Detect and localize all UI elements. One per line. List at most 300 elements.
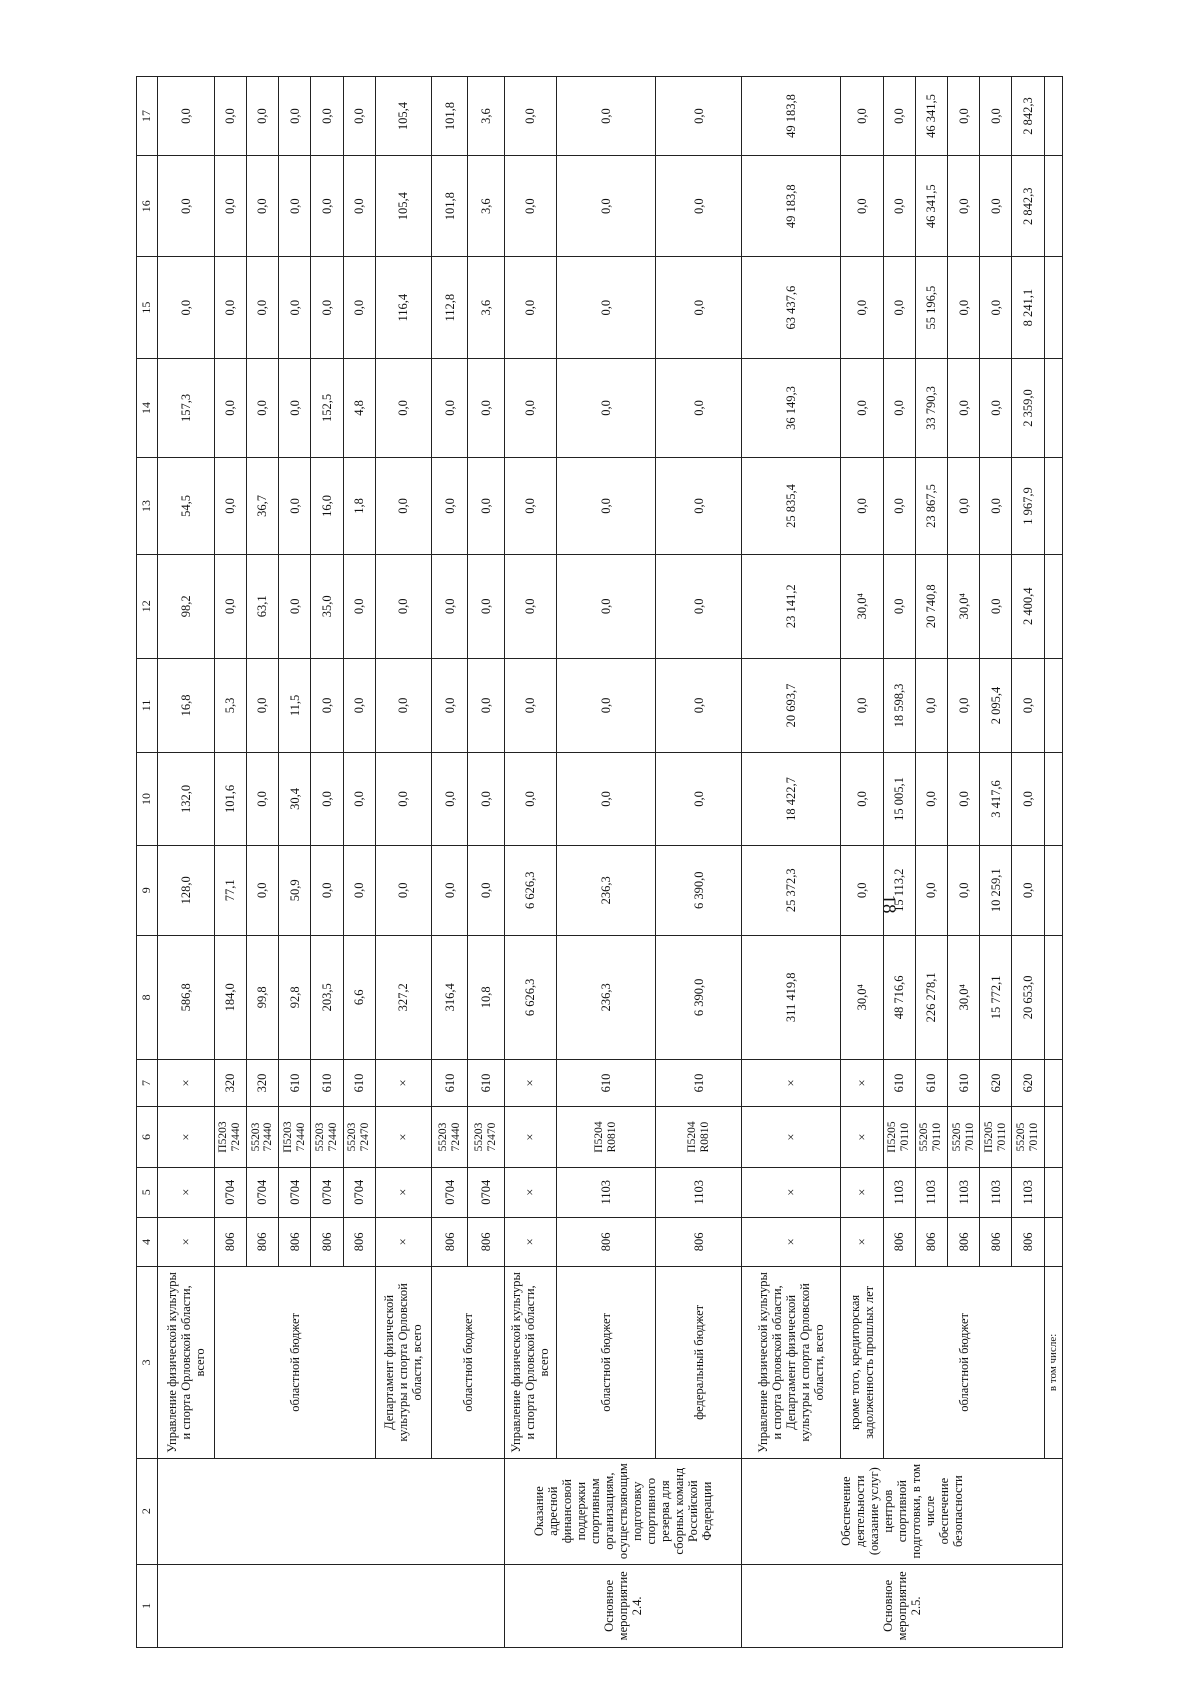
measure-name-cell: Обеспечение деятельности (оказание услуг) центров спортивной подготовки, в том числе обеспечение безопасности: [742, 1458, 1063, 1564]
data-cell: 203,5: [311, 935, 343, 1059]
data-cell: 101,6: [214, 753, 246, 845]
data-cell: 806: [311, 1217, 343, 1267]
data-cell: 101,8: [432, 77, 468, 156]
data-cell: [1044, 1167, 1062, 1217]
data-cell: 49 183,8: [742, 156, 841, 257]
table-row: [841, 77, 883, 1648]
data-cell: 586,8: [158, 935, 214, 1059]
data-cell: 0,0: [980, 156, 1012, 257]
data-cell: 0704: [246, 1167, 278, 1217]
data-cell: 0,0: [214, 77, 246, 156]
colnum-cell: 7: [137, 1059, 158, 1106]
data-cell: 0,0: [432, 554, 468, 658]
data-cell: 0,0: [947, 845, 979, 935]
data-cell: 18 422,7: [742, 753, 841, 845]
data-cell: 15 005,1: [883, 753, 915, 845]
data-cell: 10,8: [468, 935, 504, 1059]
data-cell: 0,0: [557, 658, 656, 753]
data-cell: 0,0: [343, 257, 375, 358]
data-cell: 0,0: [504, 156, 556, 257]
data-cell: 320: [246, 1059, 278, 1106]
data-cell: 55 196,5: [915, 257, 947, 358]
data-cell: 0,0: [841, 458, 883, 555]
colnum-cell: 14: [137, 358, 158, 457]
data-cell: 99,8: [246, 935, 278, 1059]
data-cell: 0,0: [246, 753, 278, 845]
data-cell: 0,0: [375, 358, 431, 457]
source-cell: областной бюджет: [432, 1267, 505, 1459]
data-cell: 806: [1012, 1217, 1044, 1267]
data-cell: 0,0: [883, 554, 915, 658]
data-cell: 0,0: [947, 257, 979, 358]
group-cell-empty: [158, 1564, 505, 1647]
data-cell: [1044, 156, 1062, 257]
data-cell: 98,2: [158, 554, 214, 658]
data-cell: 49 183,8: [742, 77, 841, 156]
data-cell: 0,0: [214, 156, 246, 257]
data-cell: 55203 72440: [311, 1107, 343, 1168]
data-cell: 48 716,6: [883, 935, 915, 1059]
data-cell: 6,6: [343, 935, 375, 1059]
data-cell: 0,0: [655, 658, 742, 753]
data-cell: 6 626,3: [504, 935, 556, 1059]
data-cell: ×: [158, 1107, 214, 1168]
data-cell: 0,0: [655, 358, 742, 457]
data-cell: 0,0: [980, 77, 1012, 156]
data-cell: П5205 70110: [980, 1107, 1012, 1168]
data-cell: 30,0⁴: [841, 554, 883, 658]
data-cell: 3,6: [468, 257, 504, 358]
data-cell: 0,0: [841, 156, 883, 257]
data-cell: 0704: [468, 1167, 504, 1217]
data-cell: 0,0: [557, 257, 656, 358]
data-cell: 105,4: [375, 77, 431, 156]
data-cell: 806: [655, 1217, 742, 1267]
source-cell: в том числе:: [1044, 1267, 1062, 1459]
data-cell: 101,8: [432, 156, 468, 257]
measure-number-cell: Основное мероприятие 2.5.: [742, 1564, 1063, 1647]
data-cell: 0,0: [947, 658, 979, 753]
data-cell: 25 372,3: [742, 845, 841, 935]
source-cell: федеральный бюджет: [655, 1267, 742, 1459]
data-cell: ×: [742, 1107, 841, 1168]
data-cell: 55203 72470: [343, 1107, 375, 1168]
data-cell: 0,0: [504, 658, 556, 753]
data-cell: ×: [504, 1217, 556, 1267]
data-cell: 0,0: [246, 658, 278, 753]
data-cell: 63,1: [246, 554, 278, 658]
data-cell: 620: [1012, 1059, 1044, 1106]
data-cell: 30,0⁴: [841, 935, 883, 1059]
colnum-cell: 3: [137, 1267, 158, 1459]
data-cell: 36 149,3: [742, 358, 841, 457]
table-row: [1044, 77, 1062, 1648]
data-cell: [1044, 257, 1062, 358]
data-cell: 610: [655, 1059, 742, 1106]
data-cell: 3,6: [468, 77, 504, 156]
data-cell: 116,4: [375, 257, 431, 358]
source-cell: Управление физической культуры и спорта Орловской области, Департамент физической культуры и спорта Орловской области, всего: [742, 1267, 841, 1459]
data-cell: 152,5: [311, 358, 343, 457]
data-cell: 3,6: [468, 156, 504, 257]
data-cell: 311 419,8: [742, 935, 841, 1059]
data-cell: 0,0: [841, 257, 883, 358]
data-cell: 0,0: [375, 845, 431, 935]
data-cell: [1044, 1059, 1062, 1106]
data-cell: 0,0: [158, 77, 214, 156]
data-cell: 0,0: [841, 845, 883, 935]
data-cell: 1103: [655, 1167, 742, 1217]
data-cell: 0,0: [557, 753, 656, 845]
source-cell: кроме того, кредиторская задолженность прошлых лет: [841, 1267, 883, 1459]
data-cell: ×: [742, 1217, 841, 1267]
data-cell: П5204 R0810: [655, 1107, 742, 1168]
data-cell: 55203 72470: [468, 1107, 504, 1168]
data-cell: 30,0⁴: [947, 935, 979, 1059]
data-cell: 0,0: [311, 156, 343, 257]
data-cell: 0,0: [432, 658, 468, 753]
data-cell: 2 400,4: [1012, 554, 1044, 658]
data-cell: 226 278,1: [915, 935, 947, 1059]
data-cell: 0,0: [504, 753, 556, 845]
data-cell: 0,0: [1012, 753, 1044, 845]
data-cell: 0,0: [504, 257, 556, 358]
data-cell: 610: [279, 1059, 311, 1106]
data-cell: [1044, 458, 1062, 555]
data-cell: [1044, 358, 1062, 457]
data-cell: 0704: [343, 1167, 375, 1217]
data-cell: 0,0: [246, 358, 278, 457]
data-cell: 8 241,1: [1012, 257, 1044, 358]
data-cell: 0,0: [883, 77, 915, 156]
data-cell: 50,9: [279, 845, 311, 935]
data-cell: 806: [432, 1217, 468, 1267]
source-cell: областной бюджет: [883, 1267, 1044, 1459]
colnum-cell: 6: [137, 1107, 158, 1168]
data-cell: 0,0: [883, 458, 915, 555]
data-cell: 18 598,3: [883, 658, 915, 753]
rotated-table-container: [136, 76, 1063, 1648]
data-cell: ×: [742, 1059, 841, 1106]
data-cell: ×: [504, 1167, 556, 1217]
data-cell: 0,0: [279, 458, 311, 555]
data-cell: 0,0: [311, 753, 343, 845]
data-cell: 54,5: [158, 458, 214, 555]
data-cell: 55205 70110: [947, 1107, 979, 1168]
table-row: [214, 77, 246, 1648]
data-cell: 0,0: [557, 77, 656, 156]
data-cell: 0,0: [655, 77, 742, 156]
colnum-cell: 5: [137, 1167, 158, 1217]
data-cell: 0,0: [375, 458, 431, 555]
data-cell: 46 341,5: [915, 156, 947, 257]
table-row: [158, 77, 214, 1648]
colnum-cell: 9: [137, 845, 158, 935]
data-cell: 0,0: [468, 753, 504, 845]
table-row: [742, 77, 841, 1648]
data-cell: 0,0: [557, 358, 656, 457]
data-cell: 23 867,5: [915, 458, 947, 555]
colnum-cell: 8: [137, 935, 158, 1059]
data-cell: ×: [158, 1217, 214, 1267]
data-cell: 610: [343, 1059, 375, 1106]
data-cell: 0,0: [947, 358, 979, 457]
data-cell: 806: [279, 1217, 311, 1267]
data-cell: 1,8: [343, 458, 375, 555]
data-cell: 112,8: [432, 257, 468, 358]
data-cell: 327,2: [375, 935, 431, 1059]
data-cell: 55203 72440: [432, 1107, 468, 1168]
colnum-cell: 17: [137, 77, 158, 156]
data-cell: [1044, 845, 1062, 935]
data-cell: 16,0: [311, 458, 343, 555]
page-number: 18: [878, 894, 899, 914]
data-cell: 20 740,8: [915, 554, 947, 658]
data-cell: ×: [841, 1059, 883, 1106]
data-cell: 0,0: [915, 658, 947, 753]
data-cell: 0,0: [343, 845, 375, 935]
data-cell: 0,0: [655, 458, 742, 555]
data-cell: 0,0: [214, 554, 246, 658]
data-cell: 610: [883, 1059, 915, 1106]
data-cell: 128,0: [158, 845, 214, 935]
data-cell: 0,0: [883, 156, 915, 257]
data-cell: 0,0: [841, 658, 883, 753]
data-cell: 0,0: [980, 554, 1012, 658]
data-cell: 806: [246, 1217, 278, 1267]
data-cell: 0,0: [432, 458, 468, 555]
data-cell: 0,0: [980, 257, 1012, 358]
data-cell: 30,0⁴: [947, 554, 979, 658]
data-cell: 0,0: [557, 554, 656, 658]
data-cell: ×: [504, 1107, 556, 1168]
data-cell: 0,0: [1012, 658, 1044, 753]
data-cell: 0,0: [375, 753, 431, 845]
data-cell: [1044, 658, 1062, 753]
data-cell: 0,0: [158, 156, 214, 257]
data-cell: 0,0: [375, 554, 431, 658]
data-cell: 0,0: [214, 257, 246, 358]
data-cell: 0,0: [883, 257, 915, 358]
data-cell: 236,3: [557, 935, 656, 1059]
data-cell: 0,0: [311, 658, 343, 753]
data-cell: [1044, 1107, 1062, 1168]
data-cell: 0,0: [468, 658, 504, 753]
data-cell: П5205 70110: [883, 1107, 915, 1168]
data-cell: ×: [742, 1167, 841, 1217]
data-cell: 0704: [214, 1167, 246, 1217]
data-cell: 1103: [557, 1167, 656, 1217]
data-cell: [1044, 1217, 1062, 1267]
data-cell: 610: [311, 1059, 343, 1106]
data-cell: 2 095,4: [980, 658, 1012, 753]
data-cell: 0,0: [214, 458, 246, 555]
colnum-cell: 1: [137, 1564, 158, 1647]
data-cell: 0,0: [557, 156, 656, 257]
colnum-cell: 16: [137, 156, 158, 257]
data-cell: 610: [915, 1059, 947, 1106]
data-cell: 0,0: [375, 658, 431, 753]
data-cell: 2 359,0: [1012, 358, 1044, 457]
data-cell: ×: [375, 1167, 431, 1217]
table-row: [432, 77, 468, 1648]
data-cell: 0,0: [655, 156, 742, 257]
data-cell: ×: [375, 1217, 431, 1267]
data-cell: 0,0: [432, 753, 468, 845]
data-cell: 610: [432, 1059, 468, 1106]
data-cell: ×: [841, 1217, 883, 1267]
source-cell: Департамент физической культуры и спорта Орловской области, всего: [375, 1267, 431, 1459]
data-cell: 0,0: [279, 358, 311, 457]
data-cell: 35,0: [311, 554, 343, 658]
source-cell: Управление физической культуры и спорта Орловской области, всего: [158, 1267, 214, 1459]
data-cell: 0,0: [468, 458, 504, 555]
data-cell: 4,8: [343, 358, 375, 457]
data-cell: 63 437,6: [742, 257, 841, 358]
data-cell: 36,7: [246, 458, 278, 555]
data-cell: 20 693,7: [742, 658, 841, 753]
data-cell: 1103: [915, 1167, 947, 1217]
data-cell: ×: [158, 1059, 214, 1106]
data-cell: 0,0: [947, 77, 979, 156]
data-cell: 1 967,9: [1012, 458, 1044, 555]
data-cell: ×: [158, 1167, 214, 1217]
data-cell: ×: [504, 1059, 556, 1106]
data-cell: 92,8: [279, 935, 311, 1059]
data-cell: 0,0: [343, 77, 375, 156]
data-cell: 0,0: [343, 753, 375, 845]
data-cell: 0,0: [841, 77, 883, 156]
data-cell: 0,0: [246, 257, 278, 358]
data-cell: 0,0: [655, 554, 742, 658]
data-cell: 105,4: [375, 156, 431, 257]
budget-table: [136, 76, 1063, 1648]
data-cell: 46 341,5: [915, 77, 947, 156]
data-cell: 0,0: [915, 753, 947, 845]
data-cell: 620: [980, 1059, 1012, 1106]
data-cell: 0,0: [947, 753, 979, 845]
data-cell: 0,0: [504, 77, 556, 156]
colnum-cell: 12: [137, 554, 158, 658]
data-cell: 0,0: [655, 753, 742, 845]
table-row: [375, 77, 431, 1648]
data-cell: 0,0: [947, 458, 979, 555]
table-row: [655, 77, 742, 1648]
data-cell: 0704: [311, 1167, 343, 1217]
data-cell: ×: [841, 1167, 883, 1217]
table-row: [504, 77, 556, 1648]
data-cell: [1044, 753, 1062, 845]
data-cell: 610: [947, 1059, 979, 1106]
data-cell: 0,0: [279, 554, 311, 658]
data-cell: 157,3: [158, 358, 214, 457]
data-cell: 0,0: [311, 845, 343, 935]
data-cell: 5,3: [214, 658, 246, 753]
data-cell: 610: [468, 1059, 504, 1106]
data-cell: 0,0: [279, 156, 311, 257]
data-cell: 25 835,4: [742, 458, 841, 555]
data-cell: 0,0: [158, 257, 214, 358]
data-cell: 2 842,3: [1012, 156, 1044, 257]
measure-number-cell: Основное мероприятие 2.4.: [504, 1564, 742, 1647]
data-cell: 0,0: [343, 554, 375, 658]
data-cell: 0,0: [468, 554, 504, 658]
data-cell: 6 626,3: [504, 845, 556, 935]
data-cell: ×: [375, 1107, 431, 1168]
source-cell: областной бюджет: [214, 1267, 375, 1459]
data-cell: 0,0: [980, 358, 1012, 457]
data-cell: 0,0: [947, 156, 979, 257]
data-cell: 320: [214, 1059, 246, 1106]
group-cell-empty: [158, 1458, 505, 1564]
data-cell: [1044, 935, 1062, 1059]
data-cell: 0,0: [468, 358, 504, 457]
data-cell: 15 772,1: [980, 935, 1012, 1059]
data-cell: 2 842,3: [1012, 77, 1044, 156]
data-cell: 0,0: [311, 257, 343, 358]
data-cell: П5204 R0810: [557, 1107, 656, 1168]
data-cell: 0,0: [504, 554, 556, 658]
data-cell: 0,0: [246, 156, 278, 257]
data-cell: 806: [468, 1217, 504, 1267]
measure-name-cell: Оказание адресной финансовой поддержки спортивным организациям, осуществляющим подготовку спортивного резерва для сборных команд Российской Федерации: [504, 1458, 742, 1564]
data-cell: 0,0: [915, 845, 947, 935]
data-cell: 0704: [432, 1167, 468, 1217]
data-cell: 77,1: [214, 845, 246, 935]
data-cell: 30,4: [279, 753, 311, 845]
data-cell: 0,0: [432, 845, 468, 935]
data-cell: [1044, 554, 1062, 658]
data-cell: 23 141,2: [742, 554, 841, 658]
data-cell: 0,0: [1012, 845, 1044, 935]
data-cell: 0,0: [883, 358, 915, 457]
data-cell: 806: [214, 1217, 246, 1267]
colnum-cell: 15: [137, 257, 158, 358]
data-cell: 0,0: [468, 845, 504, 935]
data-cell: 0,0: [504, 358, 556, 457]
data-cell: 0,0: [343, 658, 375, 753]
data-cell: 610: [557, 1059, 656, 1106]
data-cell: 0704: [279, 1167, 311, 1217]
data-cell: [1044, 77, 1062, 156]
data-cell: 11,5: [279, 658, 311, 753]
data-cell: 33 790,3: [915, 358, 947, 457]
colnum-cell: 10: [137, 753, 158, 845]
data-cell: 16,8: [158, 658, 214, 753]
data-cell: 0,0: [279, 77, 311, 156]
data-cell: 806: [343, 1217, 375, 1267]
colnum-cell: 11: [137, 658, 158, 753]
colnum-cell: 4: [137, 1217, 158, 1267]
data-cell: 1103: [980, 1167, 1012, 1217]
data-cell: 1103: [1012, 1167, 1044, 1217]
data-cell: 55203 72440: [246, 1107, 278, 1168]
data-cell: 0,0: [980, 458, 1012, 555]
data-cell: 0,0: [214, 358, 246, 457]
data-cell: 20 653,0: [1012, 935, 1044, 1059]
data-cell: 806: [557, 1217, 656, 1267]
data-cell: 184,0: [214, 935, 246, 1059]
data-cell: 0,0: [343, 156, 375, 257]
data-cell: 0,0: [557, 458, 656, 555]
data-cell: ×: [375, 1059, 431, 1106]
data-cell: 3 417,6: [980, 753, 1012, 845]
data-cell: 6 390,0: [655, 845, 742, 935]
data-cell: П5203 72440: [214, 1107, 246, 1168]
data-cell: 0,0: [655, 257, 742, 358]
data-cell: 10 259,1: [980, 845, 1012, 935]
data-cell: 0,0: [504, 458, 556, 555]
